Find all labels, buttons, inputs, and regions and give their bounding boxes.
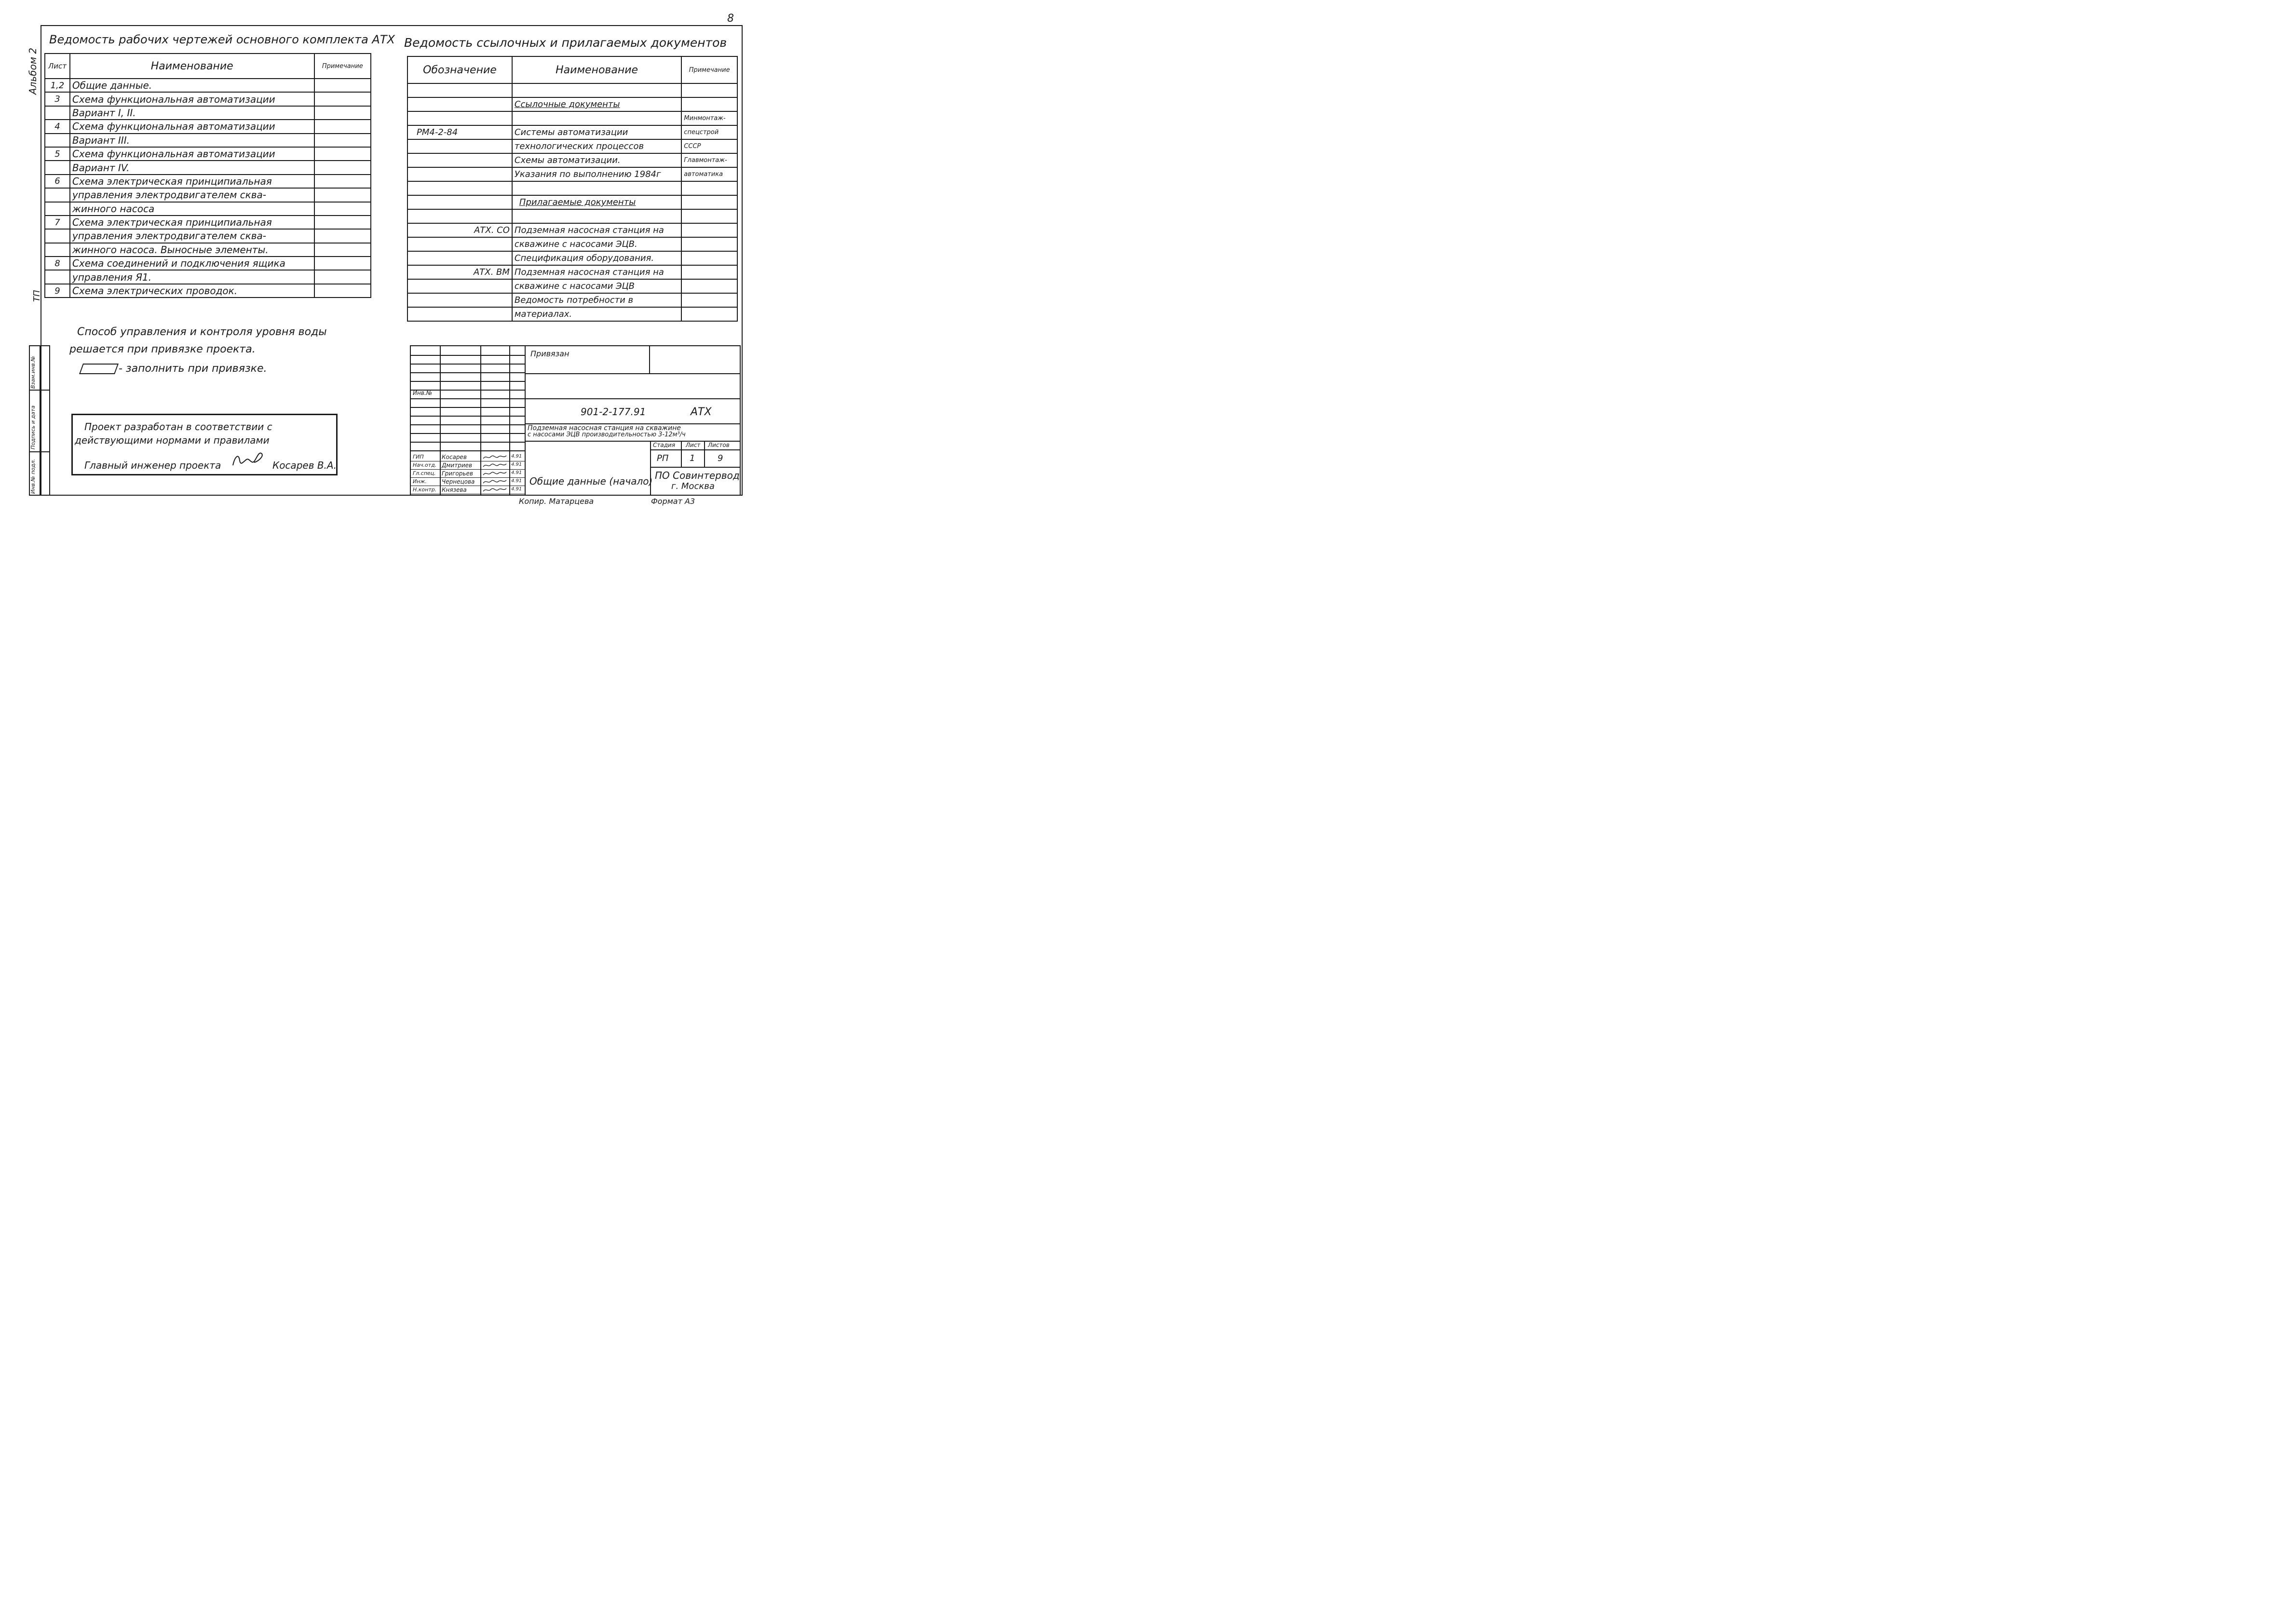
row-note	[314, 188, 371, 202]
signature-role: Гл.спец.	[413, 470, 436, 476]
row-sheet-number	[45, 188, 70, 202]
table-row	[45, 79, 371, 92]
row-code	[407, 83, 512, 97]
sheets-header: Листов	[708, 442, 730, 448]
row-note: СССР	[681, 139, 737, 153]
row-note	[681, 307, 737, 321]
table-row	[407, 307, 737, 321]
header-note: Примечание	[681, 56, 737, 83]
table-row	[45, 188, 371, 202]
table-row	[407, 83, 737, 97]
row-sheet-number	[45, 229, 70, 243]
row-note	[314, 229, 371, 243]
row-note	[681, 83, 737, 97]
row-sheet-number	[45, 134, 70, 147]
signature-role: Инж.	[413, 478, 427, 485]
row-drawing-name: Вариант III.	[70, 134, 314, 147]
row-note: автоматика	[681, 167, 737, 181]
row-code: АТХ. ВМ	[407, 265, 512, 279]
row-drawing-name: управления электродвигателем сква-	[70, 188, 314, 202]
sheet-value: 1	[690, 453, 695, 463]
stage-header: Стадия	[653, 442, 676, 448]
table-header	[45, 54, 371, 79]
row-name: Схемы автоматизации.	[512, 153, 681, 167]
fill-legend: - заполнить при привязке.	[119, 363, 267, 375]
signature-name: Косарев	[442, 454, 467, 460]
row-code	[407, 307, 512, 321]
table-row	[407, 209, 737, 223]
signature-mark	[482, 487, 508, 493]
row-note: Главмонтаж-	[681, 153, 737, 167]
row-sheet-number: 6	[45, 175, 70, 188]
page-number: 8	[727, 13, 734, 25]
certification-line-2: действующими нормами и правилами	[75, 434, 270, 446]
row-sheet-number	[45, 270, 70, 284]
row-sheet-number	[45, 161, 70, 174]
drawings-list-table	[44, 53, 371, 298]
table-row	[45, 134, 371, 147]
row-note	[314, 270, 371, 284]
signature-mark	[482, 462, 508, 469]
row-sheet-number: 3	[45, 92, 70, 106]
table-row	[407, 237, 737, 251]
row-code	[407, 153, 512, 167]
table-row	[45, 106, 371, 120]
row-name	[512, 83, 681, 97]
object-name-line-2: с насосами ЭЦВ производительностью 3-12м³/ч	[528, 431, 686, 438]
row-note	[314, 243, 371, 257]
row-code	[407, 195, 512, 209]
table-row	[407, 279, 737, 293]
row-note: Минмонтаж-	[681, 111, 737, 125]
signature-name: Дмитриев	[442, 462, 473, 469]
signature-date: 4.91	[511, 478, 522, 484]
album-label: Альбом 2	[27, 48, 39, 95]
fill-placeholder-symbol	[79, 364, 119, 374]
row-note	[314, 92, 371, 106]
row-name: Ссылочные документы	[512, 97, 681, 111]
reference-docs-table	[407, 56, 738, 322]
row-code	[407, 279, 512, 293]
table-row	[407, 125, 737, 139]
row-name: Подземная насосная станция на	[512, 223, 681, 237]
row-name: скважине с насосами ЭЦВ	[512, 279, 681, 293]
row-drawing-name: Схема электрических проводок.	[70, 284, 314, 298]
header-note: Примечание	[314, 54, 371, 79]
row-sheet-number: 9	[45, 284, 70, 298]
stage-value: РП	[657, 453, 669, 463]
table-row	[45, 216, 371, 229]
sheet-header: Лист	[686, 442, 701, 448]
certification-box	[71, 414, 338, 475]
drawing-designation: 901-2-177.91	[581, 406, 646, 418]
table-row	[45, 120, 371, 133]
row-note	[681, 97, 737, 111]
title-block	[410, 345, 741, 496]
copied-by: Копир. Матарцева	[519, 497, 594, 506]
signature-role: Н.контр.	[413, 487, 437, 493]
row-note	[314, 134, 371, 147]
row-name: материалах.	[512, 307, 681, 321]
row-code	[407, 251, 512, 265]
table-header	[407, 56, 737, 83]
row-code	[407, 111, 512, 125]
header-name: Наименование	[512, 56, 681, 83]
row-drawing-name: Схема электрическая принципиальная	[70, 175, 314, 188]
row-note: спецстрой	[681, 125, 737, 139]
row-name: Подземная насосная станция на	[512, 265, 681, 279]
row-drawing-name: Вариант IV.	[70, 161, 314, 174]
row-drawing-name: управления электродвигателем сква-	[70, 229, 314, 243]
row-code: АТХ. СО	[407, 223, 512, 237]
row-note	[681, 293, 737, 307]
table-row	[45, 243, 371, 257]
row-note	[681, 237, 737, 251]
sheets-value: 9	[718, 453, 723, 463]
row-note	[681, 279, 737, 293]
row-sheet-number: 5	[45, 147, 70, 161]
reference-docs-title: Ведомость ссылочных и прилагаемых документов	[404, 36, 727, 50]
row-name: Спецификация оборудования.	[512, 251, 681, 265]
row-note	[314, 147, 371, 161]
table-row	[407, 111, 737, 125]
signature-date: 4.91	[511, 462, 522, 467]
signature-date: 4.91	[511, 454, 522, 459]
row-code	[407, 293, 512, 307]
row-name	[512, 181, 681, 195]
table-row	[407, 167, 737, 181]
row-name: Системы автоматизации	[512, 125, 681, 139]
table-row	[45, 257, 371, 270]
table-row	[45, 229, 371, 243]
signature-mark	[482, 470, 508, 477]
table-row	[45, 202, 371, 216]
row-note	[314, 106, 371, 120]
row-note	[681, 223, 737, 237]
row-note	[681, 195, 737, 209]
signature-role: ГИП	[413, 454, 424, 460]
row-name	[512, 209, 681, 223]
row-name: Ведомость потребности в	[512, 293, 681, 307]
signature-role: Нач.отд.	[413, 462, 437, 468]
row-drawing-name: Общие данные.	[70, 79, 314, 92]
row-sheet-number: 7	[45, 216, 70, 229]
row-name: Прилагаемые документы	[512, 195, 681, 209]
chief-engineer-signature	[230, 447, 269, 471]
row-drawing-name: Схема функциональная автоматизации	[70, 92, 314, 106]
row-note	[314, 161, 371, 174]
table-row	[45, 175, 371, 188]
chief-engineer-label: Главный инженер проекта	[84, 460, 221, 471]
row-note	[681, 209, 737, 223]
signature-date: 4.91	[511, 487, 522, 492]
row-note	[314, 257, 371, 270]
control-method-note-2: решается при привязке проекта.	[69, 343, 256, 355]
control-method-note-1: Способ управления и контроля уровня воды	[77, 326, 327, 338]
row-note	[314, 120, 371, 133]
table-row	[45, 147, 371, 161]
row-name: Указания по выполнению 1984г	[512, 167, 681, 181]
row-name: технологических процессов	[512, 139, 681, 153]
row-note	[314, 216, 371, 229]
row-note	[314, 79, 371, 92]
row-sheet-number: 1,2	[45, 79, 70, 92]
signature-date: 4.91	[511, 470, 522, 475]
row-note	[314, 175, 371, 188]
chief-engineer-name: Косарев В.А.	[272, 460, 337, 471]
header-code: Обозначение	[407, 56, 512, 83]
row-drawing-name: Схема электрическая принципиальная	[70, 216, 314, 229]
row-code	[407, 139, 512, 153]
header-sheet: Лист	[45, 54, 70, 79]
row-drawing-name: Схема соединений и подключения ящика	[70, 257, 314, 270]
organization-line-1: ПО Совинтервод	[655, 470, 740, 481]
drawings-list-title: Ведомость рабочих чертежей основного комплекта АТХ	[49, 33, 395, 46]
row-code	[407, 181, 512, 195]
row-code	[407, 97, 512, 111]
certification-line-1: Проект разработан в соответствии с	[84, 421, 272, 433]
sheet-title: Общие данные (начало)	[529, 475, 653, 487]
signature-mark	[482, 454, 508, 460]
drawing-mark: АТХ	[691, 406, 712, 418]
attached-label: Привязан	[530, 349, 570, 358]
row-sheet-number: 8	[45, 257, 70, 270]
table-row	[407, 139, 737, 153]
row-code	[407, 209, 512, 223]
row-drawing-name: управления Я1.	[70, 270, 314, 284]
signature-name: Григорьев	[442, 470, 473, 477]
signature-name: Чернецова	[442, 478, 475, 485]
row-sheet-number: 4	[45, 120, 70, 133]
signature-mark	[482, 478, 508, 485]
paper-format: Формат А3	[651, 497, 695, 506]
row-name: скважине с насосами ЭЦВ.	[512, 237, 681, 251]
row-note	[681, 265, 737, 279]
stamp-signature-date: Подпись и дата	[30, 405, 36, 449]
row-drawing-name: Вариант I, II.	[70, 106, 314, 120]
table-row	[45, 92, 371, 106]
row-note	[681, 251, 737, 265]
tp-label: ТП	[32, 290, 42, 302]
row-sheet-number	[45, 106, 70, 120]
inv-no-label: Инв.№	[413, 390, 433, 396]
row-note	[314, 202, 371, 216]
row-sheet-number	[45, 243, 70, 257]
table-row	[45, 270, 371, 284]
row-code	[407, 237, 512, 251]
row-code: РМ4-2-84	[407, 125, 512, 139]
table-row	[407, 223, 737, 237]
header-name: Наименование	[70, 54, 314, 79]
table-row	[407, 293, 737, 307]
row-drawing-name: Схема функциональная автоматизации	[70, 120, 314, 133]
table-row	[407, 195, 737, 209]
organization-line-2: г. Москва	[671, 481, 715, 491]
table-row	[407, 153, 737, 167]
table-row	[407, 251, 737, 265]
table-row	[407, 97, 737, 111]
table-row	[45, 284, 371, 298]
row-code	[407, 167, 512, 181]
table-row	[45, 161, 371, 174]
row-drawing-name: жинного насоса	[70, 202, 314, 216]
row-note	[681, 181, 737, 195]
stamp-original-inv: Инв.№ подл.	[30, 459, 36, 494]
row-drawing-name: Схема функциональная автоматизации	[70, 147, 314, 161]
signature-name: Князева	[442, 487, 467, 493]
table-row	[407, 265, 737, 279]
row-drawing-name: жинного насоса. Выносные элементы.	[70, 243, 314, 257]
row-note	[314, 284, 371, 298]
stamp-replaced-inv: Взам.инв.№	[30, 356, 36, 389]
object-name-line-1: Подземная насосная станция на скважине	[528, 424, 681, 432]
row-name	[512, 111, 681, 125]
table-row	[407, 181, 737, 195]
row-sheet-number	[45, 202, 70, 216]
